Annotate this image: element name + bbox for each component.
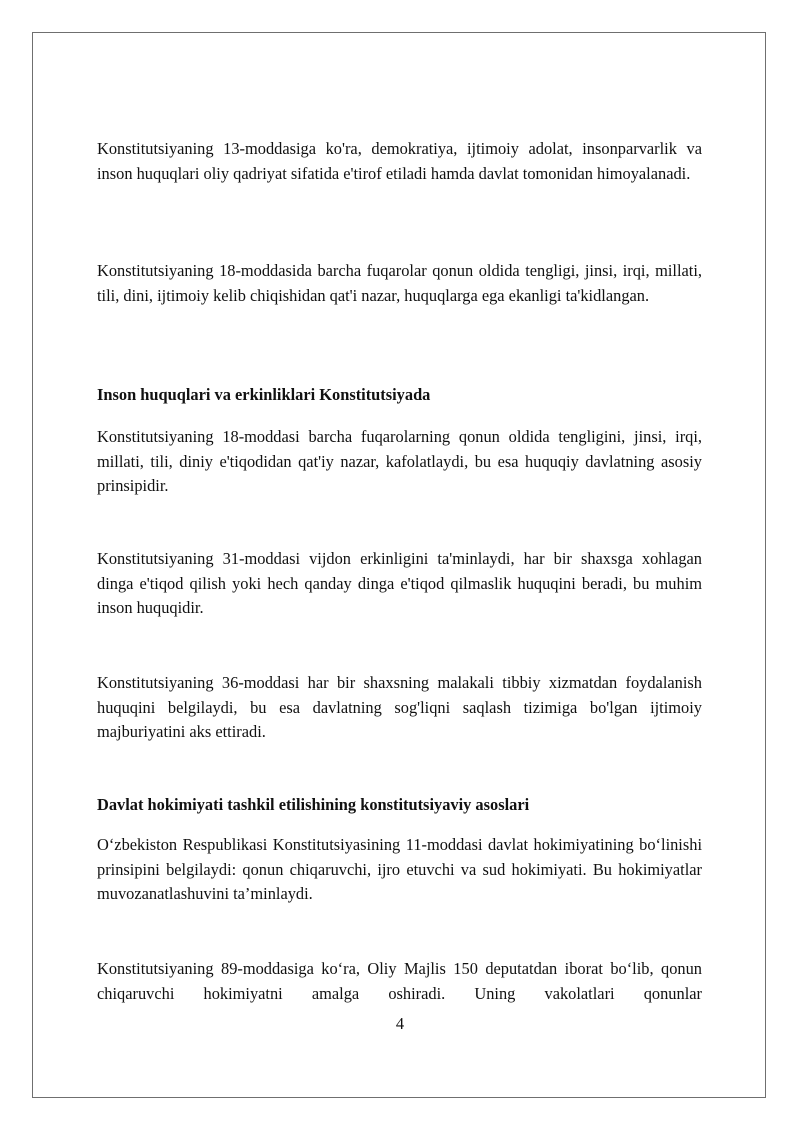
paragraph-article-31: Konstitutsiyaning 31-moddasi vijdon erkinligini ta'minlaydi, har bir shaxsga xohlagan dinga e'tiqod qilish yoki hech qanday dinga e'tiqod qilmaslik huquqini beradi, bu muhim inson huquqidir. [97,549,702,617]
paragraph-article-18-rights: Konstitutsiyaning 18-moddasida barcha fuqarolar qonun oldida tengligi, jinsi, irqi, millati, tili, dini, ijtimoiy kelib chiqishidan qat'i nazar, huquqlarga ega ekanligi ta'kidlangan. [97,261,702,305]
paragraph-article-18-equality: Konstitutsiyaning 18-moddasi barcha fuqarolarning qonun oldida tengligini, jinsi, irqi, millati, tili, diniy e'tiqodidan qat'iy nazar, kafolatlaydi, bu esa huquqiy davlatning asosiy prinsipidir. [97,427,702,495]
heading-state-power: Davlat hokimiyati tashkil etilishining konstitutsiyaviy asoslari [97,795,530,814]
paragraph-article-11: O‘zbekiston Respublikasi Konstitutsiyasining 11-moddasi davlat hokimiyatining bo‘linishi prinsipini belgilaydi: qonun chiqaruvchi, ijro etuvchi va sud hokimiyati. Bu hokimiyatlar muvozanatlashuvini ta’minlaydi. [97,835,702,903]
paragraph-article-13: Konstitutsiyaning 13-moddasiga ko'ra, demokratiya, ijtimoiy adolat, insonparvarlik va inson huquqlari oliy qadriyat sifatida e'tirof etiladi hamda davlat tomonidan himoyalanadi. [97,139,702,183]
paragraph-article-36: Konstitutsiyaning 36-moddasi har bir shaxsning malakali tibbiy xizmatdan foydalanish huquqini belgilaydi, bu esa davlatning sog'liqni saqlash tizimiga bo'lgan ijtimoiy majburiyatini aks ettiradi. [97,673,702,741]
heading-human-rights: Inson huquqlari va erkinliklari Konstitutsiyada [97,385,431,404]
paragraph-article-89: Konstitutsiyaning 89-moddasiga ko‘ra, Oliy Majlis 150 deputatdan iborat bo‘lib, qonun chiqaruvchi hokimiyatni amalga oshiradi. Uning vakolatlari qonunlar [97,959,702,1003]
page-number: 4 [395,1014,405,1033]
